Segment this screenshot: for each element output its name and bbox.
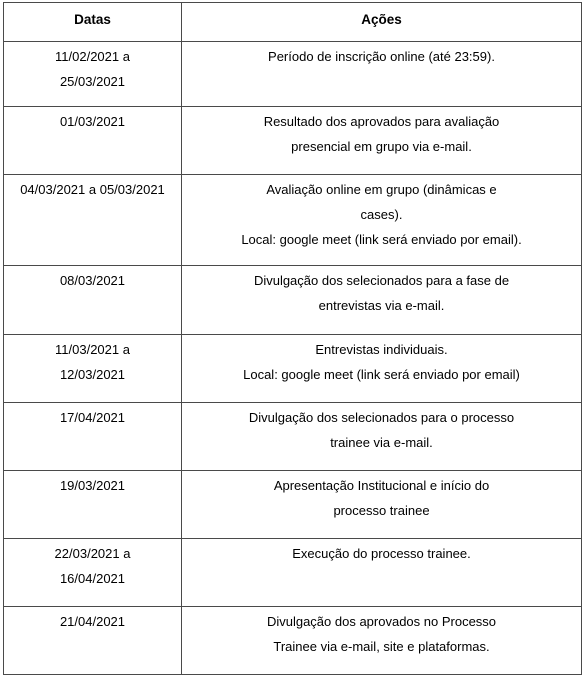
- action-text: trainee via e-mail.: [330, 434, 433, 450]
- action-text: Divulgação dos selecionados para a fase de: [253, 273, 510, 289]
- action-text: Avaliação online em grupo (dinâmicas e: [266, 181, 497, 197]
- date-text: 04/03/2021 a 05/03/2021: [20, 181, 165, 197]
- action-cell: [182, 42, 582, 107]
- date-cell: [4, 266, 182, 334]
- table-row: [4, 334, 582, 402]
- date-cell: [4, 402, 182, 470]
- action-text: Divulgação dos aprovados no Processo: [266, 613, 497, 629]
- date-text: 25/03/2021: [59, 74, 126, 89]
- date-text: 11/02/2021 a: [55, 49, 130, 64]
- action-cell: [182, 402, 582, 470]
- header-dates: Datas: [4, 3, 182, 42]
- date-text: 22/03/2021 a: [54, 545, 131, 561]
- action-text: Local: google meet (link será enviado por email).: [241, 231, 522, 247]
- action-cell: [182, 606, 582, 674]
- action-text: Trainee via e-mail, site e plataformas.: [273, 638, 490, 654]
- date-text: 11/03/2021 a: [55, 341, 130, 357]
- action-cell: [182, 174, 582, 265]
- action-text: Período de inscrição online (até 23:59).: [268, 49, 495, 64]
- table-row: [4, 42, 582, 107]
- date-cell: [4, 538, 182, 606]
- action-text: presencial em grupo via e-mail.: [291, 138, 472, 154]
- date-text: 21/04/2021: [59, 613, 126, 629]
- date-cell: [4, 42, 182, 107]
- date-cell: [4, 606, 182, 674]
- header-actions: Ações: [182, 3, 582, 42]
- table-row: [4, 538, 582, 606]
- action-cell: [182, 266, 582, 334]
- action-text: Apresentação Institucional e início do: [273, 477, 490, 493]
- action-text: Execução do processo trainee.: [292, 545, 471, 561]
- action-cell: [182, 334, 582, 402]
- action-cell: [182, 106, 582, 174]
- action-cell: [182, 470, 582, 538]
- date-text: 08/03/2021: [59, 273, 126, 289]
- date-cell: [4, 470, 182, 538]
- table-row: [4, 106, 582, 174]
- date-cell: [4, 334, 182, 402]
- table-header-row: [4, 3, 582, 42]
- schedule-table: [3, 2, 582, 675]
- table-row: [4, 606, 582, 674]
- action-text: entrevistas via e-mail.: [318, 298, 445, 314]
- table-row: [4, 402, 582, 470]
- date-text: 19/03/2021: [59, 477, 126, 493]
- action-cell: [182, 538, 582, 606]
- action-text: Divulgação dos selecionados para o processo: [248, 409, 515, 425]
- date-text: 17/04/2021: [59, 409, 126, 425]
- date-cell: [4, 174, 182, 265]
- date-text: 12/03/2021: [59, 366, 126, 382]
- date-text: 16/04/2021: [59, 570, 126, 586]
- date-text: 01/03/2021: [59, 113, 126, 129]
- table-row: [4, 174, 582, 265]
- date-cell: [4, 106, 182, 174]
- action-text: Entrevistas individuais.: [315, 341, 448, 357]
- table-row: [4, 266, 582, 334]
- action-text: cases).: [360, 206, 403, 222]
- action-text: Local: google meet (link será enviado por email): [243, 366, 520, 382]
- action-text: processo trainee: [333, 502, 430, 518]
- action-text: Resultado dos aprovados para avaliação: [263, 113, 500, 129]
- table-row: [4, 470, 582, 538]
